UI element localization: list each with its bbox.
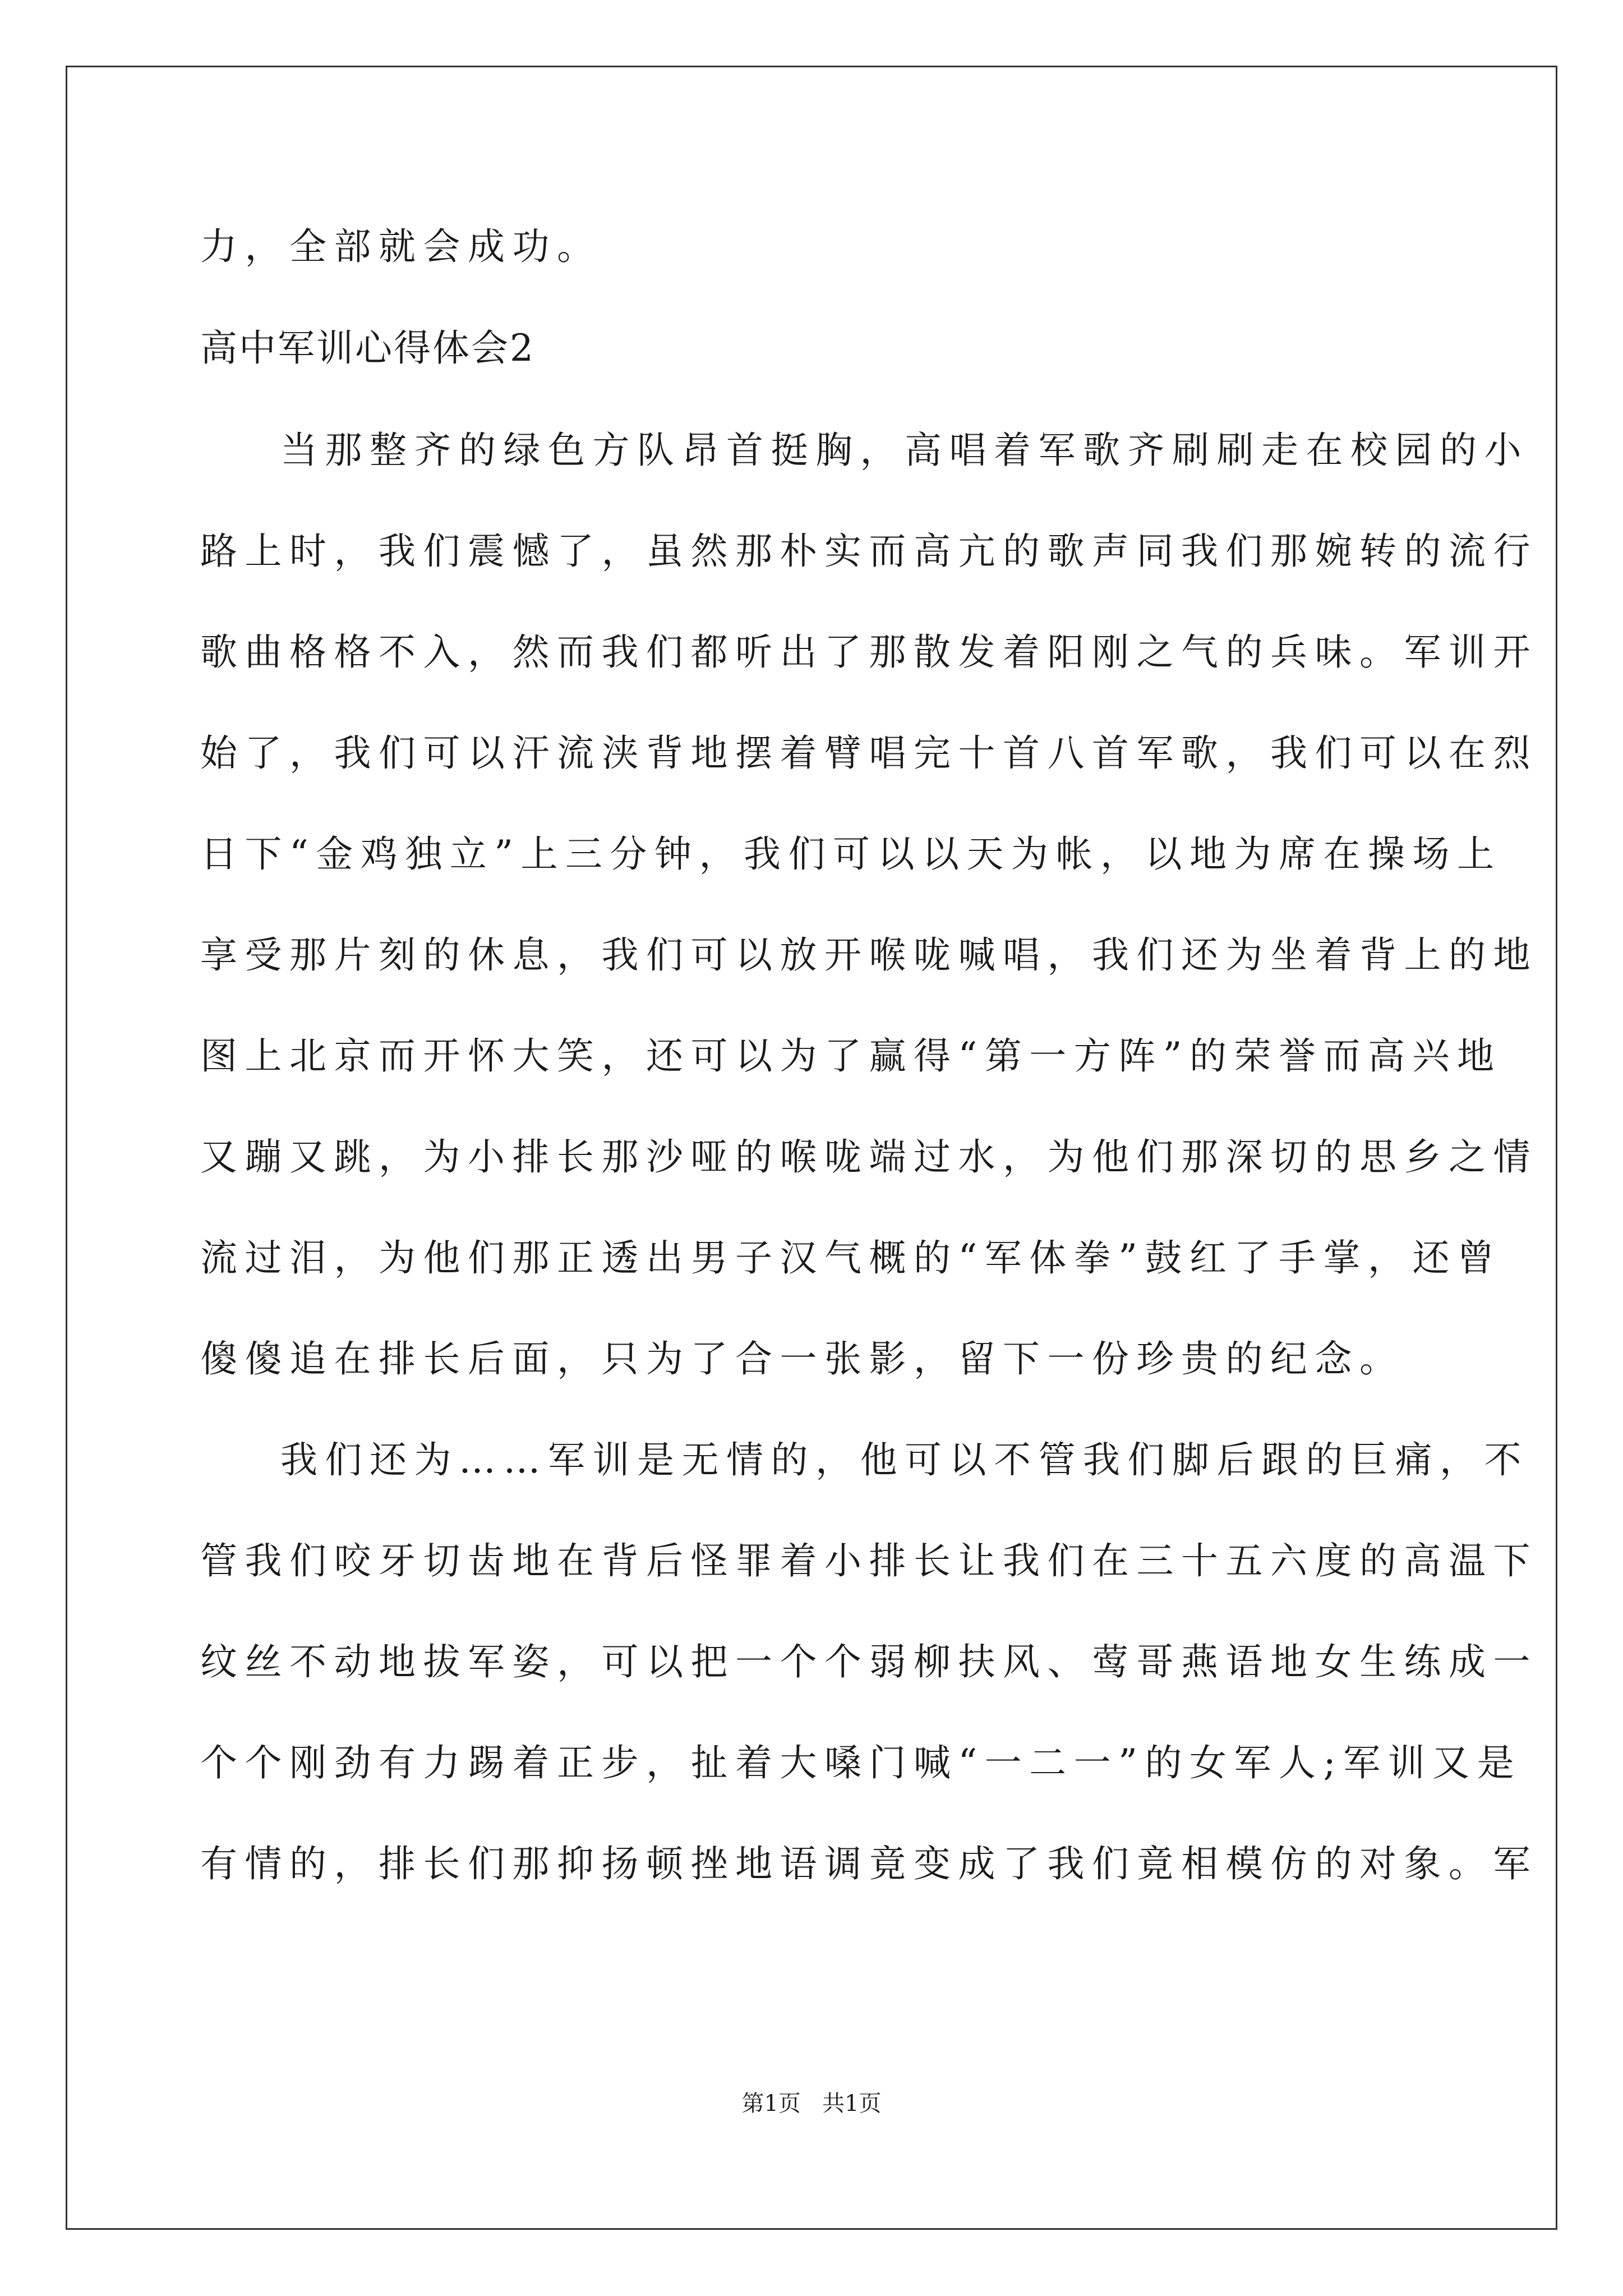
text-line: 流过泪，为他们那正透出男子汉气概的“军体拳”鼓红了手掌，还曾 <box>200 1236 1502 1280</box>
text-line: 傻傻追在排长后面，只为了合一张影，留下一份珍贵的纪念。 <box>200 1337 1404 1381</box>
section-heading: 高中军训心得体会2 <box>200 326 535 370</box>
page-footer: 第1页 共1页 <box>741 2091 882 2116</box>
text-line: 当那整齐的绿色方队昂首挺胸，高唱着军歌齐刷刷走在校园的小 <box>280 429 1529 472</box>
text-line: 个个刚劲有力踢着正步，扯着大嗓门喊“一二一”的女军人;军训又是 <box>200 1741 1522 1784</box>
text-line: 始了，我们可以汗流浃背地摆着臂唱完十首八首军歌，我们可以在烈 <box>200 731 1538 775</box>
text-line: 我们还为……军训是无情的，他可以不管我们脚后跟的巨痛，不 <box>280 1438 1529 1481</box>
text-line: 歌曲格格不入，然而我们都听出了那散发着阳刚之气的兵味。军训开 <box>200 631 1538 674</box>
text-line: 纹丝不动地拔军姿，可以把一个个弱柳扶风、莺哥燕语地女生练成一 <box>200 1640 1538 1683</box>
text-line: 路上时，我们震憾了，虽然那朴实而高亢的歌声同我们那婉转的流行 <box>200 530 1538 573</box>
text-line: 享受那片刻的休息，我们可以放开喉咙喊唱，我们还为坐着背上的地 <box>200 933 1538 977</box>
text-line: 管我们咬牙切齿地在背后怪罪着小排长让我们在三十五六度的高温下 <box>200 1539 1538 1582</box>
text-line: 图上北京而开怀大笑，还可以为了赢得“第一方阵”的荣誉而高兴地 <box>200 1034 1502 1078</box>
text-line: 有情的，排长们那抑扬顿挫地语调竟变成了我们竟相模仿的对象。军 <box>200 1842 1538 1885</box>
text-line: 又蹦又跳，为小排长那沙哑的喉咙端过水，为他们那深切的思乡之情 <box>200 1135 1538 1179</box>
text-line: 力，全部就会成功。 <box>200 225 602 268</box>
text-line: 日下“金鸡独立”上三分钟，我们可以以天为帐，以地为席在操场上 <box>200 832 1502 876</box>
